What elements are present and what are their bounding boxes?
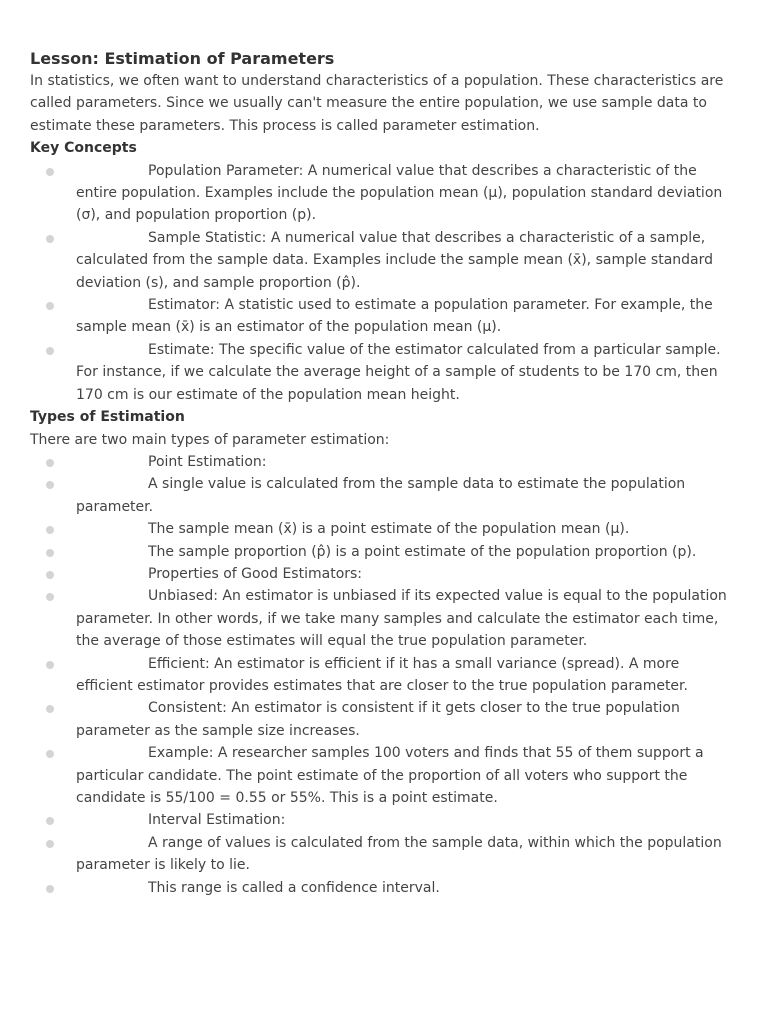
list-item: A single value is calculated from the sample data to estimate the population parameter. xyxy=(30,473,736,518)
types-heading: Types of Estimation xyxy=(30,409,185,426)
bullet-icon xyxy=(46,571,54,579)
bullet-icon xyxy=(46,661,54,669)
list-item: Population Parameter: A numerical value that describes a characteristic of the entire population. Examples include the population mean (μ), population standard deviation (σ), and population proportion (p). xyxy=(30,160,736,227)
bullet-icon xyxy=(46,347,54,355)
key-concepts-list xyxy=(30,160,736,406)
types-list xyxy=(30,451,736,899)
list-item: Properties of Good Estimators: xyxy=(30,563,736,585)
list-item: Example: A researcher samples 100 voters and finds that 55 of them support a particular candidate. The point estimate of the proportion of all voters who support the candidate is 55/100 = 0.55 or 55%. This is a point estimate. xyxy=(30,742,736,809)
list-item: Estimator: A statistic used to estimate a population parameter. For example, the sample mean (x̄) is an estimator of the population mean (μ). xyxy=(30,294,736,339)
list-item: Efficient: An estimator is efficient if it has a small variance (spread). A more efficient estimator provides estimates that are closer to the true population parameter. xyxy=(30,653,736,698)
list-item: Point Estimation: xyxy=(30,451,736,473)
bullet-icon xyxy=(46,549,54,557)
bullet-icon xyxy=(46,302,54,310)
intro-paragraph: In statistics, we often want to understand characteristics of a population. These characteristics are called parameters. Since we usually can't measure the entire population, we use sample data to estimate these parameters. This process is called parameter estimation. xyxy=(30,73,724,134)
bullet-icon xyxy=(46,750,54,758)
bullet-icon xyxy=(46,168,54,176)
list-item: Unbiased: An estimator is unbiased if its expected value is equal to the population parameter. In other words, if we take many samples and calculate the estimator each time, the average of those estimates will equal the true population parameter. xyxy=(30,585,736,652)
bullet-icon xyxy=(46,481,54,489)
bullet-icon xyxy=(46,235,54,243)
list-item: Sample Statistic: A numerical value that describes a characteristic of a sample, calculated from the sample data. Examples include the sample mean (x̄), sample standard deviation (s), and sample proportion (p̂). xyxy=(30,227,736,294)
lesson-title: Lesson: Estimation of Parameters xyxy=(30,49,335,68)
list-item: The sample mean (x̄) is a point estimate of the population mean (μ). xyxy=(30,518,736,540)
bullet-icon xyxy=(46,593,54,601)
list-item: Consistent: An estimator is consistent if it gets closer to the true population parameter as the sample size increases. xyxy=(30,697,736,742)
key-concepts-heading: Key Concepts xyxy=(30,140,137,157)
bullet-icon xyxy=(46,840,54,848)
bullet-icon xyxy=(46,817,54,825)
list-item: The sample proportion (p̂) is a point estimate of the population proportion (p). xyxy=(30,541,736,563)
list-item: A range of values is calculated from the sample data, within which the population parameter is likely to lie. xyxy=(30,832,736,877)
types-intro: There are two main types of parameter estimation: xyxy=(30,431,390,448)
bullet-icon xyxy=(46,885,54,893)
list-item: Interval Estimation: xyxy=(30,809,736,831)
bullet-icon xyxy=(46,526,54,534)
list-item: Estimate: The specific value of the estimator calculated from a particular sample. For instance, if we calculate the average height of a sample of students to be 170 cm, then 170 cm is our estimate of the population mean height. xyxy=(30,339,736,406)
list-item: This range is called a confidence interval. xyxy=(30,877,736,899)
bullet-icon xyxy=(46,705,54,713)
bullet-icon xyxy=(46,459,54,467)
